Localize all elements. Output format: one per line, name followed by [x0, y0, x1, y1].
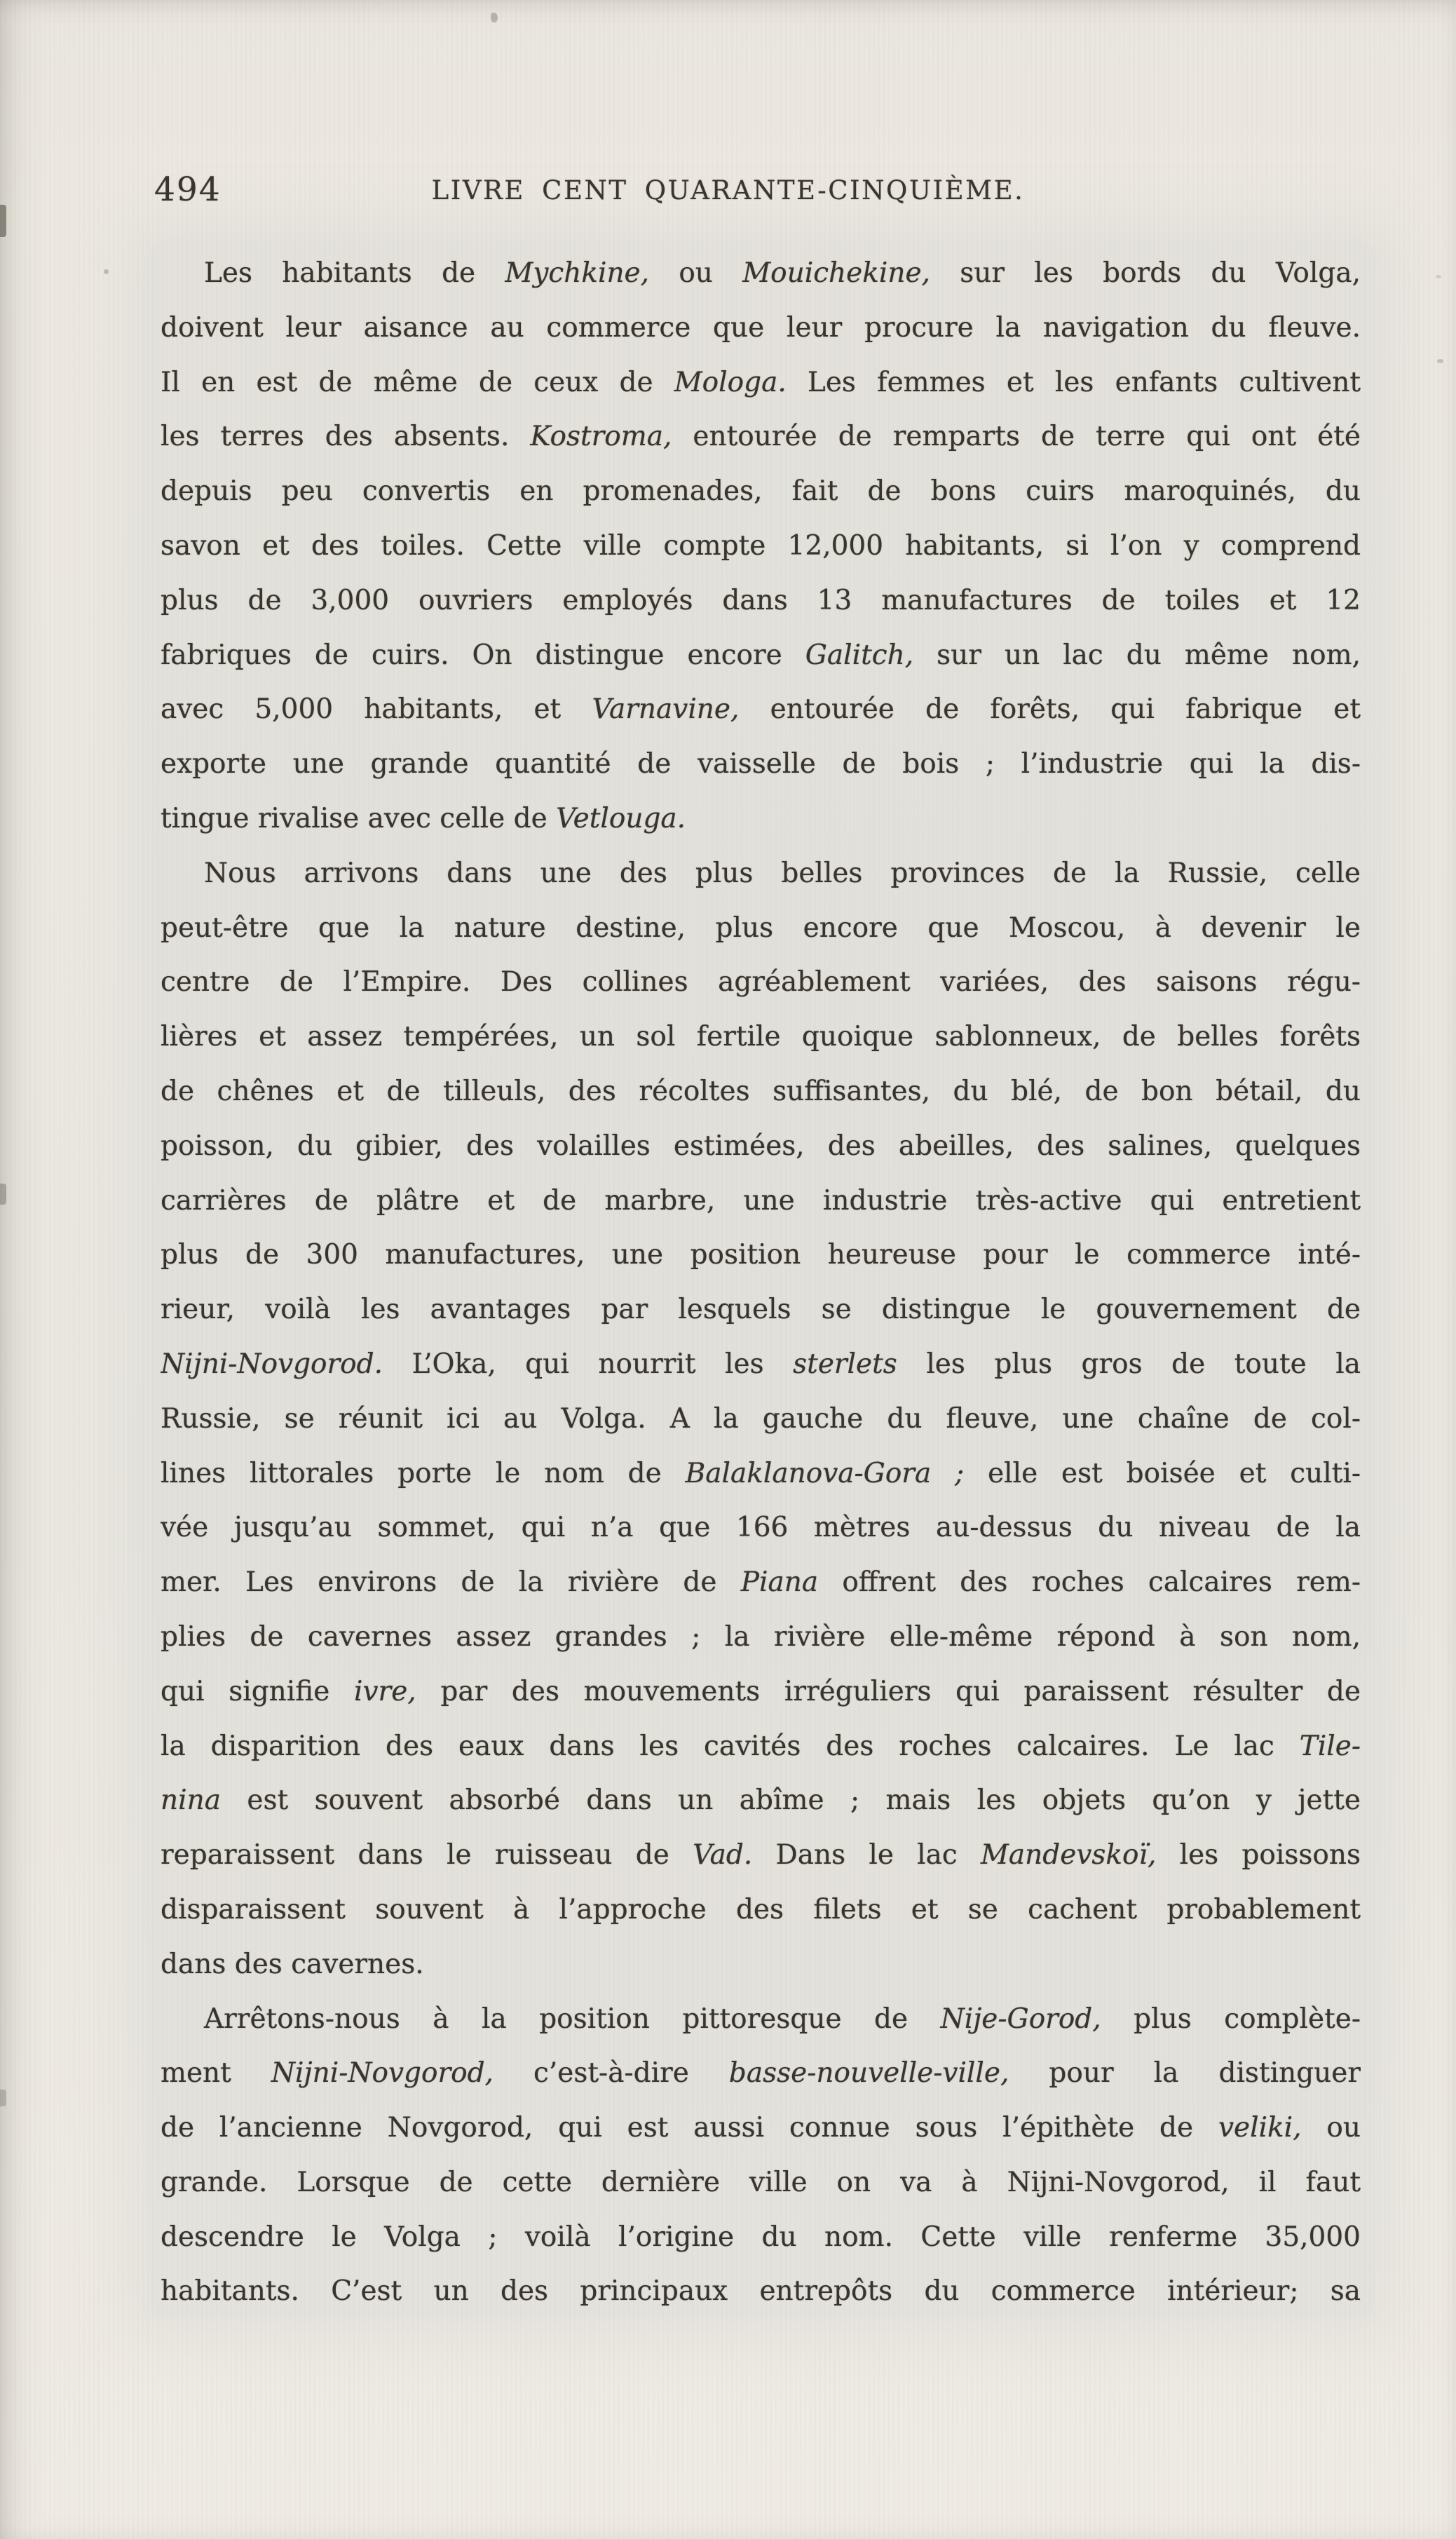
- text-line: [161, 2046, 1361, 2101]
- page-number: 494: [154, 170, 222, 209]
- text-line: [161, 792, 1361, 846]
- text-line: [161, 1282, 1361, 1337]
- text-run: avec 5,000 habitants, et: [161, 693, 592, 726]
- text-run: qui signifie: [161, 1675, 355, 1707]
- text-line: [161, 356, 1361, 410]
- italic-run: Mandevskoï,: [981, 1839, 1157, 1871]
- italic-run: sterlets: [793, 1348, 897, 1380]
- body-text: [161, 246, 1361, 2319]
- italic-run: veliki,: [1218, 2112, 1302, 2144]
- text-run: lières et assez tempérées, un sol fertile quoique sablonneux, de belles forêts: [161, 1021, 1361, 1053]
- text-run: lines littorales porte le nom de: [161, 1457, 686, 1489]
- italic-run: Vetlouga.: [556, 802, 686, 834]
- text-line: [161, 1992, 1361, 2047]
- text-line: [161, 1228, 1361, 1282]
- text-run: entourée de forêts, qui fabrique et: [739, 693, 1361, 726]
- text-run: les terres des absents.: [161, 421, 531, 453]
- text-run: les plus gros de toute la: [897, 1348, 1361, 1380]
- text-run: habitants. C’est un des principaux entrepôts du commerce intérieur; sa: [161, 2275, 1361, 2308]
- text-run: vée jusqu’au sommet, qui n’a que 166 mètres au-dessus du niveau de la: [161, 1512, 1361, 1544]
- text-run: ment: [161, 2057, 271, 2090]
- text-line: [161, 1883, 1361, 1937]
- italic-run: Tile-: [1299, 1730, 1361, 1762]
- text-line: [161, 846, 1361, 901]
- text-run: grande. Lorsque de cette dernière ville on va à Nijni-Novgorod, il faut: [161, 2166, 1361, 2198]
- text-run: savon et des toiles. Cette ville compte 12,000 habitants, si l’on y comprend: [161, 529, 1361, 562]
- italic-run: Piana: [740, 1566, 819, 1599]
- page-edge-mark: [0, 2090, 6, 2106]
- italic-run: Varnavine,: [592, 693, 740, 726]
- running-title: LIVRE CENT QUARANTE-CINQUIÈME.: [431, 175, 1025, 205]
- text-line: [161, 1828, 1361, 1883]
- text-run: sur les bords du Volga,: [930, 257, 1361, 289]
- text-run: c’est-à-dire: [493, 2057, 729, 2090]
- text-run: de chênes et de tilleuls, des récoltes suffisantes, du blé, de bon bétail, du: [161, 1075, 1361, 1107]
- italic-run: Nije-Gorod,: [940, 2003, 1101, 2035]
- text-line: [161, 2210, 1361, 2265]
- text-run: doivent leur aisance au commerce que leur procure la navigation du fleuve.: [161, 311, 1361, 344]
- italic-run: Mouichekine,: [742, 257, 930, 289]
- ink-speck: [104, 269, 109, 274]
- text-run: L’Oka, qui nourrit les: [383, 1348, 794, 1380]
- text-run: rieur, voilà les avantages par lesquels se distingue le gouvernement de: [161, 1294, 1361, 1326]
- italic-run: Galitch,: [805, 639, 914, 671]
- text-line: [161, 2101, 1361, 2155]
- text-line: [161, 1773, 1361, 1828]
- text-run: exporte une grande quantité de vaisselle de bois ; l’industrie qui la dis-: [161, 748, 1361, 780]
- text-run: les poissons: [1156, 1839, 1361, 1871]
- text-run: descendre le Volga ; voilà l’origine du nom. Cette ville renferme 35,000: [161, 2221, 1361, 2253]
- text-line: [161, 955, 1361, 1010]
- text-line: [161, 901, 1361, 956]
- text-line: [161, 1665, 1361, 1719]
- text-run: mer. Les environs de la rivière de: [161, 1566, 741, 1599]
- text-line: [161, 464, 1361, 519]
- italic-run: Mychkine,: [505, 257, 650, 289]
- text-run: plus de 3,000 ouvriers employés dans 13 manufactures de toiles et 12: [161, 584, 1361, 616]
- text-run: tingue rivalise avec celle de: [161, 802, 557, 834]
- text-run: depuis peu convertis en promenades, fait de bons cuirs maroquinés, du: [161, 475, 1361, 508]
- text-line: [161, 246, 1361, 301]
- italic-run: ivre,: [354, 1675, 416, 1707]
- text-line: [161, 2264, 1361, 2319]
- text-run: Russie, se réunit ici au Volga. A la gauche du fleuve, une chaîne de col-: [161, 1402, 1361, 1435]
- text-run: Les femmes et les enfants cultivent: [786, 366, 1361, 398]
- text-run: la disparition des eaux dans les cavités des roches calcaires. Le lac: [161, 1730, 1300, 1762]
- text-line: [161, 1392, 1361, 1447]
- text-line: [161, 1555, 1361, 1610]
- text-run: offrent des roches calcaires rem-: [818, 1566, 1361, 1599]
- text-run: fabriques de cuirs. On distingue encore: [161, 639, 805, 671]
- text-run: elle est boisée et culti-: [964, 1457, 1361, 1489]
- text-line: [161, 2155, 1361, 2210]
- text-line: [161, 1174, 1361, 1228]
- text-run: est souvent absorbé dans un abîme ; mais les objets qu’on y jette: [220, 1785, 1361, 1817]
- ink-speck: [491, 13, 498, 22]
- text-line: [161, 519, 1361, 574]
- text-run: de l’ancienne Novgorod, qui est aussi connue sous l’épithète de: [161, 2112, 1218, 2144]
- text-line: [161, 737, 1361, 792]
- text-line: [161, 1937, 1361, 1992]
- text-line: [161, 574, 1361, 628]
- italic-run: basse-nouvelle-ville,: [728, 2057, 1009, 2090]
- ink-speck: [1437, 359, 1443, 363]
- text-line: [161, 301, 1361, 356]
- text-run: plus complète-: [1101, 2003, 1361, 2035]
- text-run: plies de cavernes assez grandes ; la rivière elle-même répond à son nom,: [161, 1620, 1361, 1653]
- ink-speck: [1436, 275, 1441, 278]
- text-run: entourée de remparts de terre qui ont été: [672, 421, 1361, 453]
- text-line: [161, 1010, 1361, 1064]
- text-line: [161, 1610, 1361, 1665]
- text-run: sur un lac du même nom,: [913, 639, 1361, 671]
- text-run: Il en est de même de ceux de: [161, 366, 674, 398]
- text-run: dans des cavernes.: [161, 1948, 424, 1980]
- text-run: Dans le lac: [752, 1839, 981, 1871]
- text-run: plus de 300 manufactures, une position heureuse pour le commerce inté-: [161, 1239, 1361, 1271]
- text-line: [161, 1337, 1361, 1392]
- italic-run: Nijni-Novgorod.: [161, 1348, 383, 1380]
- text-line: [161, 1719, 1361, 1774]
- text-run: Arrêtons-nous à la position pittoresque de: [204, 2003, 941, 2035]
- text-run: centre de l’Empire. Des collines agréablement variées, des saisons régu-: [161, 966, 1361, 998]
- text-line: [161, 1119, 1361, 1174]
- text-line: [161, 1447, 1361, 1501]
- page-header: [0, 0, 1456, 224]
- text-run: Les habitants de: [204, 257, 505, 289]
- text-run: peut-être que la nature destine, plus encore que Moscou, à devenir le: [161, 912, 1361, 944]
- italic-run: Mologa.: [674, 366, 787, 398]
- text-line: [161, 628, 1361, 683]
- text-run: Nous arrivons dans une des plus belles provinces de la Russie, celle: [204, 857, 1361, 889]
- page-edge-mark: [0, 1184, 6, 1205]
- text-line: [161, 409, 1361, 464]
- text-run: ou: [1301, 2112, 1361, 2144]
- text-run: pour la distinguer: [1009, 2057, 1361, 2090]
- page-edge-mark: [0, 205, 6, 237]
- italic-run: Kostroma,: [530, 421, 672, 453]
- text-run: disparaissent souvent à l’approche des filets et se cachent probablement: [161, 1893, 1361, 1925]
- text-run: carrières de plâtre et de marbre, une industrie très-active qui entretient: [161, 1184, 1361, 1217]
- text-run: reparaissent dans le ruisseau de: [161, 1839, 693, 1871]
- text-run: poisson, du gibier, des volailles estimées, des abeilles, des salines, quelques: [161, 1130, 1361, 1162]
- italic-run: nina: [161, 1785, 221, 1817]
- text-line: [161, 1501, 1361, 1555]
- text-line: [161, 682, 1361, 737]
- italic-run: Balaklanova-Gora ;: [685, 1457, 965, 1489]
- italic-run: Nijni-Novgorod,: [271, 2057, 494, 2090]
- text-line: [161, 1064, 1361, 1119]
- text-run: par des mouvements irréguliers qui paraissent résulter de: [416, 1675, 1361, 1707]
- italic-run: Vad.: [693, 1839, 753, 1871]
- text-run: ou: [649, 257, 743, 289]
